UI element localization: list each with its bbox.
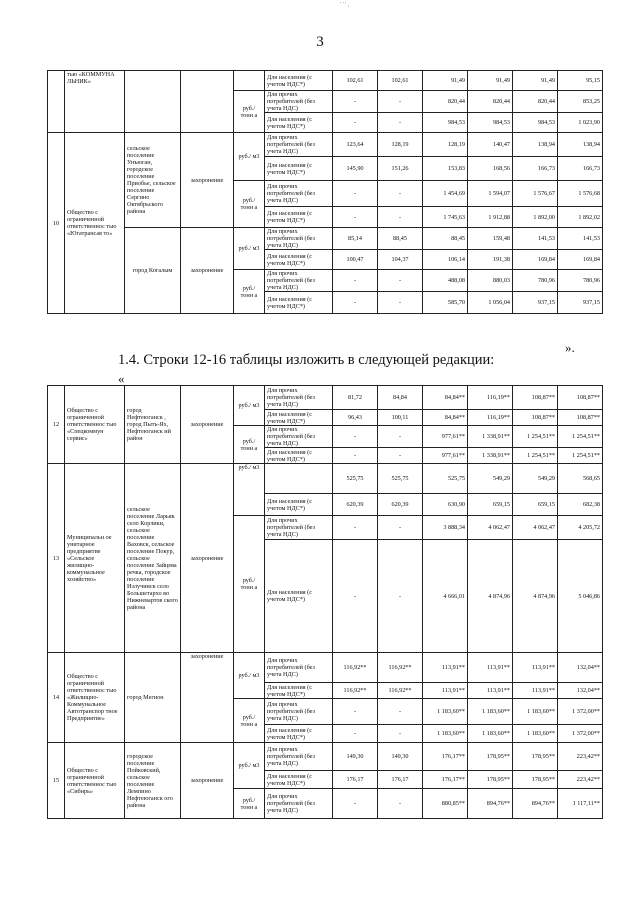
- value-cell: 984,53: [468, 113, 513, 133]
- value-cell: 223,42**: [558, 743, 603, 771]
- consumer-population: Для населения (с учетом НДС*): [265, 250, 333, 270]
- value-cell: 108,87**: [513, 386, 558, 410]
- value-cell: 91,49: [423, 71, 468, 91]
- closing-quote: ».: [565, 340, 575, 355]
- value-cell: 91,49: [513, 71, 558, 91]
- value-cell: -: [378, 113, 423, 133]
- value-cell: 1 338,91**: [468, 426, 513, 448]
- value-cell: -: [333, 207, 378, 228]
- value-cell: 100,47: [333, 250, 378, 270]
- table-row: [48, 71, 603, 91]
- value-cell: 178,95**: [468, 743, 513, 771]
- org-name: Общество с ограниченной ответственнос тью «Сибирь»: [65, 743, 125, 819]
- value-cell: -: [333, 292, 378, 314]
- row-number: 15: [48, 743, 65, 819]
- service-type: захоронение: [181, 653, 234, 743]
- tariff-table-continued: [47, 70, 603, 314]
- value-cell: -: [378, 181, 423, 207]
- value-cell: 1 183,60**: [423, 725, 468, 743]
- value-cell: 166,73: [558, 157, 603, 181]
- value-cell: 84,84**: [423, 386, 468, 410]
- value-cell: 682,38: [558, 494, 603, 516]
- value-cell: -: [378, 725, 423, 743]
- org-name: Общество с ограниченной ответственнос тью «Спецкоммун сервис»: [65, 386, 125, 464]
- value-cell: 102,61: [378, 71, 423, 91]
- consumer-other: Для прочих потребителей (без учета НДС): [265, 91, 333, 113]
- consumer-population: Для населения (с учетом НДС*): [265, 771, 333, 789]
- unit: руб./ м3: [234, 464, 265, 516]
- value-cell: -: [378, 448, 423, 464]
- value-cell: 116,92**: [378, 683, 423, 699]
- consumer-population: Для населения (с учетом НДС*): [265, 157, 333, 181]
- value-cell: -: [333, 699, 378, 725]
- value-cell: 141,53: [513, 228, 558, 250]
- value-cell: 630,90: [423, 494, 468, 516]
- service-type: захоронение: [181, 133, 234, 228]
- value-cell: 102,61: [333, 71, 378, 91]
- service-type: захоронение: [181, 386, 234, 464]
- value-cell: 140,47: [468, 133, 513, 157]
- value-cell: 1 254,51**: [513, 426, 558, 448]
- value-cell: 525,75: [423, 464, 468, 494]
- value-cell: 1 576,67: [513, 181, 558, 207]
- value-cell: 1 892,02: [558, 207, 603, 228]
- org-name: тью «КОММУНА ЛЬНИК»: [65, 71, 125, 133]
- value-cell: 1 745,63: [423, 207, 468, 228]
- table-row: [48, 464, 603, 494]
- unit: руб./ тонн а: [234, 516, 265, 653]
- unit: руб./ м3: [234, 228, 265, 270]
- value-cell: 3 888,34: [423, 516, 468, 540]
- value-cell: 4 062,47: [513, 516, 558, 540]
- table-row: [48, 743, 603, 771]
- territory: городское поселение Пойковский, сельское поселение Лемпино Нефтеюганск ого района: [125, 743, 181, 819]
- unit: руб./ тонн а: [234, 789, 265, 819]
- value-cell: 1 183,60**: [513, 725, 558, 743]
- page-number: 3: [316, 34, 324, 50]
- unit: руб./ тонн а: [234, 270, 265, 314]
- value-cell: 91,49: [468, 71, 513, 91]
- consumer-other: Для прочих потребителей (без учета НДС): [265, 133, 333, 157]
- value-cell: 81,72: [333, 386, 378, 410]
- value-cell: 85,14: [333, 228, 378, 250]
- value-cell: 113,91**: [513, 683, 558, 699]
- row-number: 14: [48, 653, 65, 743]
- value-cell: 820,44: [468, 91, 513, 113]
- value-cell: 659,15: [513, 494, 558, 516]
- value-cell: 113,91**: [513, 653, 558, 683]
- territory: город Когалым: [125, 228, 181, 314]
- value-cell: -: [333, 426, 378, 448]
- consumer-population: Для населения (с учетом НДС*): [265, 292, 333, 314]
- value-cell: 568,65: [558, 464, 603, 494]
- value-cell: 4 874,96: [513, 540, 558, 653]
- org-name: Муниципальн ое унитарное предприятие «Сельское жилищно-коммунальное хозяйство»: [65, 464, 125, 653]
- value-cell: 1 254,51**: [513, 448, 558, 464]
- value-cell: 149,30: [333, 743, 378, 771]
- value-cell: 108,87**: [513, 410, 558, 426]
- value-cell: -: [333, 91, 378, 113]
- value-cell: 176,17**: [423, 743, 468, 771]
- territory: сельское поселение Ларьяк село Корлики, сельское поселение Ваховск, сельское поселение Покур, сельское поселение Зайцева речка, городское поселение Излучинск село Большетархо во Нижневартов ского района: [125, 464, 181, 653]
- value-cell: 1 912,88: [468, 207, 513, 228]
- consumer-population: Для населения (с учетом НДС*): [265, 71, 333, 91]
- value-cell: 138,94: [558, 133, 603, 157]
- value-cell: 128,19: [378, 133, 423, 157]
- service-type: [181, 71, 234, 133]
- value-cell: 113,91**: [423, 683, 468, 699]
- value-cell: 223,42**: [558, 771, 603, 789]
- value-cell: 853,25: [558, 91, 603, 113]
- value-cell: 138,94: [513, 133, 558, 157]
- value-cell: -: [378, 91, 423, 113]
- value-cell: 159,48: [468, 228, 513, 250]
- consumer-other: Для прочих потребителей (без учета НДС): [265, 789, 333, 819]
- value-cell: -: [378, 207, 423, 228]
- value-cell: 1 454,69: [423, 181, 468, 207]
- value-cell: 620,39: [378, 494, 423, 516]
- value-cell: 104,37: [378, 250, 423, 270]
- row-number: 13: [48, 464, 65, 653]
- unit: руб./ тонн а: [234, 181, 265, 228]
- value-cell: -: [333, 113, 378, 133]
- row-number: 10: [48, 133, 65, 314]
- value-cell: 149,30: [378, 743, 423, 771]
- consumer-other: Для прочих потребителей (без учета НДС): [265, 699, 333, 725]
- value-cell: 585,70: [423, 292, 468, 314]
- value-cell: 176,17: [378, 771, 423, 789]
- row-number: 12: [48, 386, 65, 464]
- value-cell: 151,26: [378, 157, 423, 181]
- consumer-other: Для прочих потребителей (без учета НДС): [265, 386, 333, 410]
- value-cell: -: [333, 270, 378, 292]
- value-cell: 1 023,90: [558, 113, 603, 133]
- section-heading: 1.4. Строки 12-16 таблицы изложить в следующей редакции:: [118, 352, 495, 368]
- value-cell: 549,29: [468, 464, 513, 494]
- unit: руб./ м3: [234, 133, 265, 181]
- value-cell: 169,84: [558, 250, 603, 270]
- unit: руб./ тонн а: [234, 91, 265, 133]
- table-row: [48, 653, 603, 683]
- value-cell: 153,83: [423, 157, 468, 181]
- consumer-population: Для населения (с учетом НДС*): [265, 410, 333, 426]
- consumer-other: Для прочих потребителей (без учета НДС): [265, 516, 333, 540]
- value-cell: 525,75: [378, 464, 423, 494]
- consumer-other: Для прочих потребителей (без учета НДС): [265, 743, 333, 771]
- unit: руб./ тонн а: [234, 426, 265, 464]
- value-cell: 100,11: [378, 410, 423, 426]
- consumer-other: Для прочих потребителей (без учета НДС): [265, 181, 333, 207]
- table-row: [48, 228, 603, 250]
- value-cell: 780,96: [513, 270, 558, 292]
- unit: руб./ м3: [234, 386, 265, 426]
- value-cell: 178,95**: [513, 771, 558, 789]
- value-cell: 113,91**: [468, 683, 513, 699]
- value-cell: 1 183,60**: [513, 699, 558, 725]
- value-cell: -: [333, 516, 378, 540]
- value-cell: 549,29: [513, 464, 558, 494]
- value-cell: 1 117,11**: [558, 789, 603, 819]
- scan-marks: ' ' ' ,: [340, 2, 350, 8]
- value-cell: 1 338,91**: [468, 448, 513, 464]
- service-type: захоронение: [181, 743, 234, 819]
- unit: руб./ м3: [234, 653, 265, 699]
- consumer-population: Для населения (с учетом НДС*): [265, 113, 333, 133]
- value-cell: 820,44: [513, 91, 558, 113]
- value-cell: -: [378, 516, 423, 540]
- value-cell: 108,87**: [558, 386, 603, 410]
- value-cell: -: [333, 789, 378, 819]
- org-name: Общество с ограниченной ответственнос тью «Жилищно-Коммунальное Автотранспор тное Предприятие»: [65, 653, 125, 743]
- value-cell: 1 183,60**: [468, 699, 513, 725]
- consumer-population: Для населения (с учетом НДС*): [265, 725, 333, 743]
- value-cell: 1 892,00: [513, 207, 558, 228]
- value-cell: 780,96: [558, 270, 603, 292]
- tariff-table: [47, 385, 603, 819]
- value-cell: -: [333, 448, 378, 464]
- value-cell: 894,76**: [468, 789, 513, 819]
- table-row: [48, 133, 603, 157]
- value-cell: 620,39: [333, 494, 378, 516]
- value-cell: 1 254,51**: [558, 448, 603, 464]
- value-cell: 116,19**: [468, 410, 513, 426]
- value-cell: 116,92**: [378, 653, 423, 683]
- value-cell: 108,87**: [558, 410, 603, 426]
- value-cell: -: [378, 540, 423, 653]
- value-cell: 128,19: [423, 133, 468, 157]
- value-cell: 176,17**: [423, 771, 468, 789]
- value-cell: 123,64: [333, 133, 378, 157]
- value-cell: 4 205,72: [558, 516, 603, 540]
- value-cell: 880,85**: [423, 789, 468, 819]
- value-cell: -: [333, 540, 378, 653]
- consumer-other: Для прочих потребителей (без учета НДС): [265, 426, 333, 448]
- value-cell: 96,43: [333, 410, 378, 426]
- value-cell: 4 062,47: [468, 516, 513, 540]
- territory: город Нефтеюганск , город Пыть-Ях, Нефтеюганск ий район: [125, 386, 181, 464]
- value-cell: 84,84: [378, 386, 423, 410]
- value-cell: 4 874,96: [468, 540, 513, 653]
- value-cell: 166,73: [513, 157, 558, 181]
- service-type: захоронение: [181, 464, 234, 653]
- value-cell: 106,14: [423, 250, 468, 270]
- value-cell: -: [378, 426, 423, 448]
- value-cell: 937,15: [558, 292, 603, 314]
- value-cell: 1 594,07: [468, 181, 513, 207]
- value-cell: 1 183,60**: [423, 699, 468, 725]
- consumer-population: Для населения (с учетом НДС*): [265, 494, 333, 516]
- value-cell: 176,17: [333, 771, 378, 789]
- value-cell: 169,84: [513, 250, 558, 270]
- value-cell: 659,15: [468, 494, 513, 516]
- territory: [125, 71, 181, 133]
- value-cell: 1 372,00**: [558, 699, 603, 725]
- territory: сельское поселение Унъюган, городское поселение Приобье, сельское поселение Сергино Октябрьского района: [125, 133, 181, 228]
- value-cell: 168,56: [468, 157, 513, 181]
- consumer-other: Для прочих потребителей (без учета НДС): [265, 228, 333, 250]
- value-cell: 178,95**: [513, 743, 558, 771]
- value-cell: 191,38: [468, 250, 513, 270]
- value-cell: -: [378, 270, 423, 292]
- value-cell: 116,92**: [333, 683, 378, 699]
- value-cell: 88,45: [378, 228, 423, 250]
- unit: руб./ м3: [234, 743, 265, 789]
- value-cell: 880,03: [468, 270, 513, 292]
- value-cell: 4 666,01: [423, 540, 468, 653]
- consumer-population: Для населения (с учетом НДС*): [265, 207, 333, 228]
- value-cell: 141,53: [558, 228, 603, 250]
- opening-quote: «: [118, 371, 125, 386]
- value-cell: 1 254,51**: [558, 426, 603, 448]
- territory: город Мегион: [125, 653, 181, 743]
- value-cell: 1 183,60**: [468, 725, 513, 743]
- consumer-population: Для населения (с учетом НДС*): [265, 683, 333, 699]
- value-cell: 116,19**: [468, 386, 513, 410]
- value-cell: 820,44: [423, 91, 468, 113]
- value-cell: 937,15: [513, 292, 558, 314]
- consumer-other: [265, 464, 333, 494]
- value-cell: -: [378, 292, 423, 314]
- row-number: [48, 71, 65, 133]
- value-cell: 132,04**: [558, 683, 603, 699]
- value-cell: 95,15: [558, 71, 603, 91]
- consumer-population: Для населения (с учетом НДС*): [265, 540, 333, 653]
- value-cell: 984,53: [513, 113, 558, 133]
- value-cell: -: [333, 725, 378, 743]
- org-name: Общество с ограниченной ответственнос тью «Югатрансав то»: [65, 133, 125, 314]
- value-cell: 88,45: [423, 228, 468, 250]
- value-cell: 1 576,68: [558, 181, 603, 207]
- value-cell: 977,61**: [423, 426, 468, 448]
- value-cell: 178,95**: [468, 771, 513, 789]
- service-type: захоронение: [181, 228, 234, 314]
- table-row: [48, 386, 603, 410]
- value-cell: 132,04**: [558, 653, 603, 683]
- value-cell: 84,84**: [423, 410, 468, 426]
- value-cell: 525,75: [333, 464, 378, 494]
- value-cell: 488,08: [423, 270, 468, 292]
- value-cell: 5 046,86: [558, 540, 603, 653]
- unit: руб./ тонн а: [234, 699, 265, 743]
- consumer-population: Для населения (с учетом НДС*): [265, 448, 333, 464]
- value-cell: 145,90: [333, 157, 378, 181]
- value-cell: 1 056,04: [468, 292, 513, 314]
- value-cell: -: [333, 181, 378, 207]
- value-cell: 113,91**: [468, 653, 513, 683]
- value-cell: 113,91**: [423, 653, 468, 683]
- value-cell: 116,92**: [333, 653, 378, 683]
- consumer-other: Для прочих потребителей (без учета НДС): [265, 653, 333, 683]
- value-cell: 894,76**: [513, 789, 558, 819]
- unit: [234, 71, 265, 91]
- consumer-other: Для прочих потребителей (без учета НДС): [265, 270, 333, 292]
- value-cell: 984,53: [423, 113, 468, 133]
- value-cell: -: [378, 699, 423, 725]
- value-cell: 1 372,00**: [558, 725, 603, 743]
- value-cell: 977,61**: [423, 448, 468, 464]
- value-cell: -: [378, 789, 423, 819]
